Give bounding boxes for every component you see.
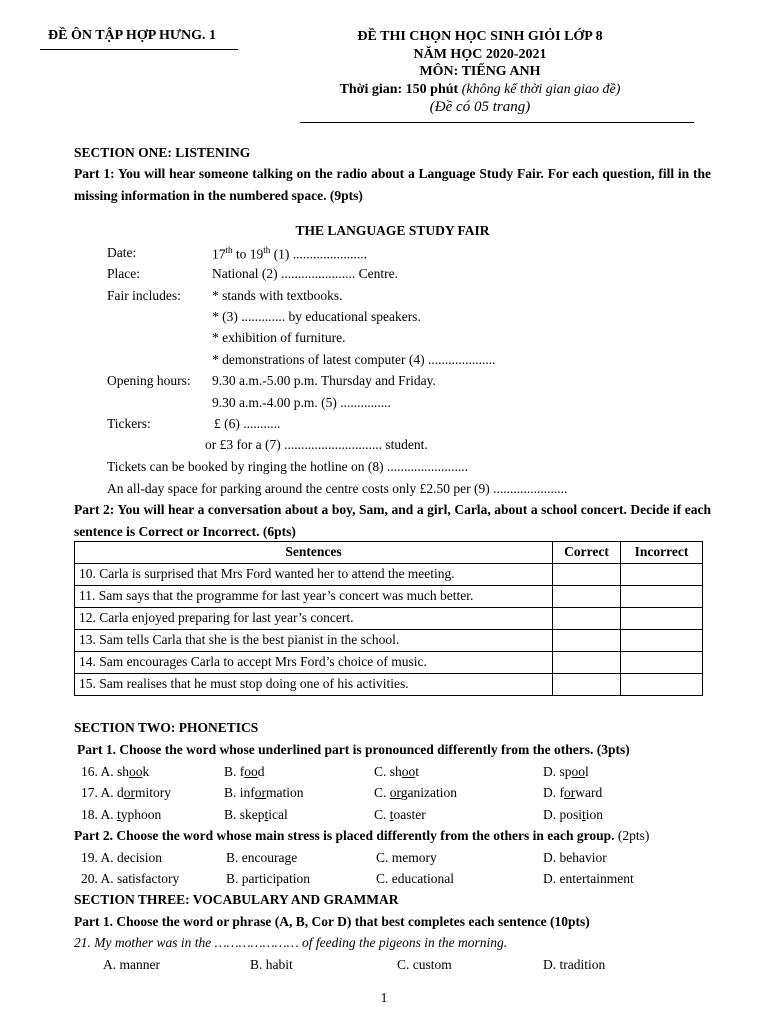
section-three-part1-instruction: Part 1. Choose the word or phrase (A, B, Cor D) that best completes each sentence (10pts) bbox=[74, 914, 590, 929]
table-row bbox=[75, 652, 703, 674]
exam-header bbox=[280, 28, 680, 117]
incorrect-cell[interactable] bbox=[621, 630, 703, 652]
correct-cell[interactable] bbox=[553, 630, 621, 652]
q19-option-a: 19. A. decision bbox=[81, 850, 162, 865]
q16-option-d: D. spool bbox=[543, 764, 589, 779]
tickets-item: or £3 for a (7) ............................. student. bbox=[205, 437, 428, 452]
correct-header: Correct bbox=[553, 542, 621, 564]
hours-item: 9.30 a.m.-5.00 p.m. Thursday and Friday. bbox=[212, 373, 436, 388]
page-number: 1 bbox=[380, 990, 388, 1005]
sentence-cell: 10. Carla is surprised that Mrs Ford wanted her to attend the meeting. bbox=[75, 564, 553, 586]
q19-option-c: C. memory bbox=[376, 850, 437, 865]
includes-item: * stands with textbooks. bbox=[212, 288, 343, 303]
q17-option-c: C. organization bbox=[374, 785, 458, 800]
q17-option-d: D. forward bbox=[543, 785, 603, 800]
q20-option-c: C. educational bbox=[376, 871, 454, 886]
q17-option-a: 17. A. dormitory bbox=[81, 785, 172, 800]
section-two-part1-instruction: Part 1. Choose the word whose underlined part is pronounced differently from the others. (3pts) bbox=[77, 742, 630, 757]
place-value: National (2) ...................... Centre. bbox=[212, 266, 398, 281]
table-header-row bbox=[75, 542, 703, 564]
booking-line: Tickets can be booked by ringing the hotline on (8) ........................ bbox=[107, 459, 468, 474]
q20-option-d: D. entertainment bbox=[543, 871, 634, 886]
incorrect-cell[interactable] bbox=[621, 586, 703, 608]
section-two-part2-instruction: Part 2. Choose the word whose main stress is placed differently from the others in each group. (2pts) bbox=[74, 828, 650, 843]
correct-cell[interactable] bbox=[553, 564, 621, 586]
section-one-heading: SECTION ONE: LISTENING bbox=[74, 145, 251, 160]
q18-option-d: D. position bbox=[543, 807, 604, 822]
includes-item: * exhibition of furniture. bbox=[212, 330, 346, 345]
subject: MÔN: TIẾNG ANH bbox=[419, 64, 541, 79]
correct-cell[interactable] bbox=[553, 674, 621, 696]
hours-label: Opening hours: bbox=[107, 373, 191, 388]
q19-option-d: D. behavior bbox=[543, 850, 607, 865]
q18-option-a: 18. A. typhoon bbox=[81, 807, 162, 822]
sentence-cell: 12. Carla enjoyed preparing for last year’s concert. bbox=[75, 608, 553, 630]
tickets-label: Tickers: bbox=[107, 416, 151, 431]
date-label: Date: bbox=[107, 245, 137, 260]
section-one-part2-instruction: Part 2: You will hear a conversation about a boy, Sam, and a girl, Carla, about a school concert. Decide if each sentence is Correct or Incorrect. (6pts) bbox=[74, 502, 711, 539]
left-title: ĐỀ ÔN TẬP HỢP HƯNG. 1 bbox=[48, 28, 217, 43]
includes-item: * (3) ............. by educational speakers. bbox=[212, 309, 421, 324]
q18-option-c: C. toaster bbox=[374, 807, 426, 822]
q20-option-b: B. participation bbox=[226, 871, 310, 886]
incorrect-cell[interactable] bbox=[621, 608, 703, 630]
sentence-cell: 13. Sam tells Carla that she is the best pianist in the school. bbox=[75, 630, 553, 652]
includes-label: Fair includes: bbox=[107, 288, 181, 303]
incorrect-cell[interactable] bbox=[621, 564, 703, 586]
q20-option-a: 20. A. satisfactory bbox=[81, 871, 180, 886]
parking-line: An all-day space for parking around the centre costs only £2.50 per (9) ...................... bbox=[107, 481, 568, 496]
place-label: Place: bbox=[107, 266, 140, 281]
fair-title: THE LANGUAGE STUDY FAIR bbox=[295, 223, 490, 238]
pages-note: (Đề có 05 trang) bbox=[429, 99, 531, 115]
q21-option-c: C. custom bbox=[397, 957, 452, 972]
section-three-heading: SECTION THREE: VOCABULARY AND GRAMMAR bbox=[74, 892, 399, 907]
table-row bbox=[75, 674, 703, 696]
hours-item: 9.30 a.m.-4.00 p.m. (5) ............... bbox=[212, 395, 391, 410]
time-label: Thời gian: 150 phút bbox=[339, 81, 459, 97]
section-one-part1-instruction: Part 1: You will hear someone talking on the radio about a Language Study Fair. For each question, fill in the missing information in the numbered space. (9pts) bbox=[74, 166, 711, 203]
date-value: 17th to 19th (1) ...................... bbox=[212, 245, 368, 262]
left-title-rule bbox=[40, 49, 238, 50]
table-row bbox=[75, 586, 703, 608]
incorrect-header: Incorrect bbox=[621, 542, 703, 564]
includes-item: * demonstrations of latest computer (4) .................... bbox=[212, 352, 496, 367]
header-rule bbox=[300, 122, 694, 123]
table-row bbox=[75, 564, 703, 586]
incorrect-cell[interactable] bbox=[621, 674, 703, 696]
q21-option-a: A. manner bbox=[103, 957, 160, 972]
q17-option-b: B. information bbox=[224, 785, 304, 800]
incorrect-cell[interactable] bbox=[621, 652, 703, 674]
sentences-header: Sentences bbox=[75, 542, 553, 564]
sentence-cell: 15. Sam realises that he must stop doing one of his activities. bbox=[75, 674, 553, 696]
sentences-table bbox=[74, 541, 703, 696]
tickets-item: £ (6) ........... bbox=[214, 416, 281, 431]
sentence-cell: 11. Sam says that the programme for last year’s concert was much better. bbox=[75, 586, 553, 608]
section-two-heading: SECTION TWO: PHONETICS bbox=[74, 720, 259, 735]
exam-title: ĐỀ THI CHỌN HỌC SINH GIỎI LỚP 8 bbox=[357, 29, 603, 44]
q21-option-d: D. tradition bbox=[543, 957, 606, 972]
table-row bbox=[75, 630, 703, 652]
correct-cell[interactable] bbox=[553, 608, 621, 630]
time-note: (không kể thời gian giao đề) bbox=[461, 81, 621, 97]
q18-option-b: B. skeptical bbox=[224, 807, 288, 822]
q19-option-b: B. encourage bbox=[226, 850, 298, 865]
table-row bbox=[75, 608, 703, 630]
q16-option-a: 16. A. shook bbox=[81, 764, 150, 779]
q21-stem: 21. My mother was in the ………………… of feeding the pigeons in the morning. bbox=[74, 935, 508, 950]
correct-cell[interactable] bbox=[553, 586, 621, 608]
correct-cell[interactable] bbox=[553, 652, 621, 674]
time-line bbox=[280, 81, 680, 99]
sentence-cell: 14. Sam encourages Carla to accept Mrs Ford’s choice of music. bbox=[75, 652, 553, 674]
school-year: NĂM HỌC 2020-2021 bbox=[413, 46, 547, 62]
q21-option-b: B. habit bbox=[250, 957, 293, 972]
q16-option-b: B. food bbox=[224, 764, 265, 779]
q16-option-c: C. shoot bbox=[374, 764, 420, 779]
